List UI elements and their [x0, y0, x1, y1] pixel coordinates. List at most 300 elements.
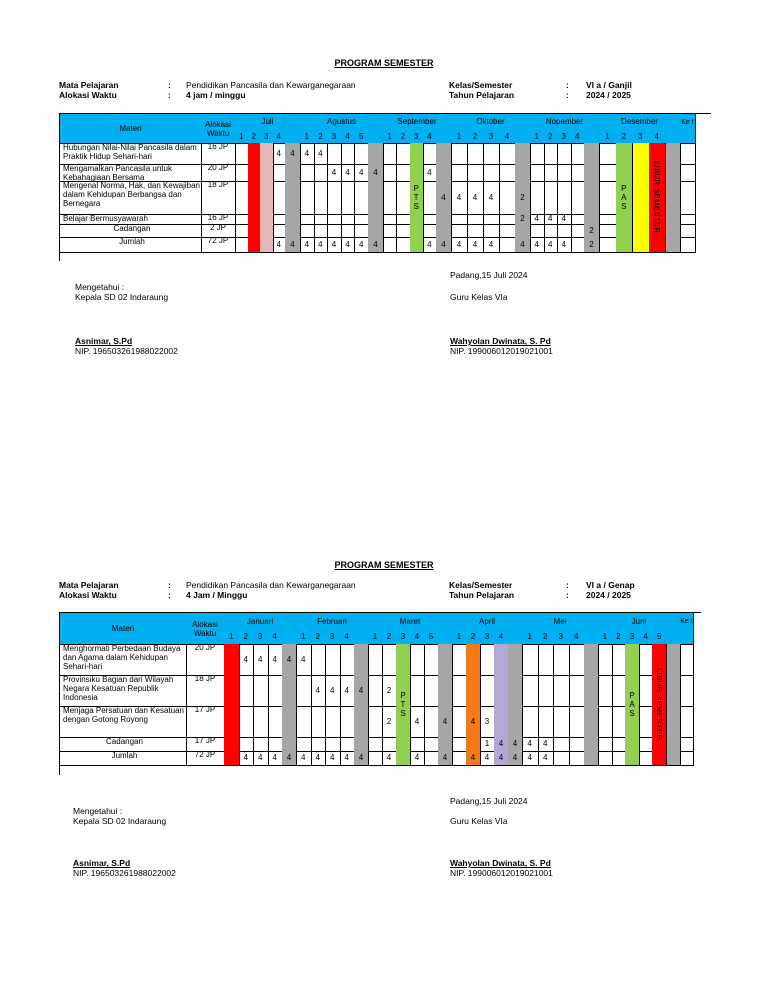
colon: : [168, 90, 171, 100]
week-cell [396, 164, 410, 182]
week-number: 1 [235, 130, 249, 144]
week-number: 4 [499, 130, 516, 144]
month-header: Mei [522, 613, 599, 631]
week-cell [632, 237, 650, 253]
week-number: 3 [483, 130, 500, 144]
week-cell [530, 181, 545, 215]
week-cell [599, 164, 617, 182]
week-cell [368, 644, 383, 676]
week-cell [239, 675, 255, 707]
week-cell [515, 164, 531, 182]
week-cell [483, 143, 500, 165]
week-cell [285, 164, 301, 182]
alokasi-cell: 16 JP [201, 143, 236, 165]
materi-cell: Jumlah [60, 237, 202, 253]
week-cell: 4 [368, 164, 384, 182]
week-cell [383, 181, 397, 215]
week-cell: 4 [480, 751, 495, 766]
guru-nip: NIP. 199006012019021001 [450, 346, 553, 356]
week-cell [436, 164, 452, 182]
page-title-sem2: PROGRAM SEMESTER [334, 560, 434, 570]
week-cell [499, 181, 516, 215]
week-cell [452, 644, 467, 676]
month-header: Desember [599, 114, 681, 131]
week-cell [483, 164, 500, 182]
week-cell [639, 751, 654, 766]
week-cell: 2 [515, 214, 531, 225]
week-cell: 4 [544, 237, 559, 253]
week-cell [296, 737, 312, 752]
week-cell [584, 143, 600, 165]
week-cell [248, 181, 262, 215]
week-cell [300, 181, 315, 215]
week-cell [354, 644, 369, 676]
week-cell [538, 706, 555, 738]
week-cell: 4 [268, 644, 284, 676]
week-cell [423, 224, 437, 238]
week-cell [224, 706, 240, 738]
guru-name: Wahyolan Dwinata, S. Pd [450, 336, 551, 346]
week-cell [282, 675, 297, 707]
week-number: 3 [480, 630, 495, 645]
week-cell [311, 706, 327, 738]
week-cell [436, 143, 452, 165]
week-cell [584, 644, 599, 676]
week-cell [396, 181, 410, 215]
materi-cell: Hubungan Nilai-Nilai Pancasila dalam Praktik Hidup Sehari-hari [60, 143, 202, 165]
colon: : [566, 580, 569, 590]
week-cell [632, 143, 650, 165]
week-cell [300, 164, 315, 182]
week-cell [224, 644, 240, 676]
week-number: 4 [649, 130, 667, 144]
week-cell [396, 237, 410, 253]
week-cell [666, 675, 681, 707]
week-cell [569, 675, 586, 707]
week-cell [480, 675, 495, 707]
week-number: 2 [616, 130, 634, 144]
materi-cell: Menjaga Persatuan dan Kesatuan dengan Gotong Royong [60, 706, 187, 738]
week-cell [383, 224, 397, 238]
week-number: 1 [368, 630, 383, 645]
week-cell [300, 224, 315, 238]
week-cell [680, 164, 696, 182]
alokasi-cell: 20 JP [201, 164, 236, 182]
week-cell: 4 [327, 237, 342, 253]
week-cell [423, 143, 437, 165]
week-cell [584, 737, 599, 752]
week-number: 3 [260, 130, 274, 144]
mapel-value: Pendidikan Pancasila dan Kewarganegaraan [186, 80, 356, 90]
week-cell [451, 143, 468, 165]
alokasi-cell: 20 JP [186, 644, 225, 676]
week-number: 4 [571, 130, 586, 144]
week-cell [368, 181, 384, 215]
week-cell: 4 [438, 706, 453, 738]
week-cell [680, 644, 694, 676]
week-cell [396, 143, 410, 165]
week-cell [296, 706, 312, 738]
materi-cell: Cadangan [60, 224, 202, 238]
week-number: 1 [296, 630, 312, 645]
week-number: 2 [466, 630, 481, 645]
week-cell [341, 143, 356, 165]
week-cell [571, 237, 586, 253]
week-cell [248, 237, 262, 253]
week-cell: 4 [557, 237, 572, 253]
week-cell [612, 706, 627, 738]
week-number: 1 [598, 630, 613, 645]
week-cell [368, 706, 383, 738]
week-cell [522, 706, 539, 738]
week-cell [665, 181, 681, 215]
alokasi-value: 4 jam / minggu [186, 90, 246, 100]
materi-cell: Mengenal Norma, Hak, dan Kewajiban dalam Kehidupan Berbangsa dan Bernegara [60, 181, 202, 215]
week-cell [544, 224, 559, 238]
week-cell [224, 675, 240, 707]
week-cell [584, 675, 599, 707]
week-cell: 2 [584, 237, 600, 253]
week-cell [680, 751, 694, 766]
week-cell: 4 [538, 751, 555, 766]
week-cell [341, 181, 356, 215]
week-cell: 4 [530, 214, 545, 225]
week-cell [665, 143, 681, 165]
week-cell [248, 224, 262, 238]
week-cell [515, 224, 531, 238]
month-header: Juli [235, 114, 301, 131]
week-cell: 2 [515, 181, 531, 215]
week-cell [467, 164, 484, 182]
kelas-value: VI a / Ganjil [586, 80, 632, 90]
week-cell [368, 143, 384, 165]
week-cell [553, 675, 570, 707]
month-header: September [383, 114, 452, 131]
week-cell [571, 164, 586, 182]
week-number: 2 [612, 630, 627, 645]
week-cell [571, 143, 586, 165]
week-cell [311, 737, 327, 752]
week-cell [557, 224, 572, 238]
week-number: 4 [410, 630, 425, 645]
week-cell [410, 644, 425, 676]
week-number: 3 [253, 630, 269, 645]
week-cell [311, 644, 327, 676]
page-title-sem1: PROGRAM SEMESTER [334, 58, 434, 68]
week-cell: 4 [438, 751, 453, 766]
colon: : [168, 80, 171, 90]
week-number: 3 [553, 630, 570, 645]
week-cell: 4 [296, 751, 312, 766]
week-cell [598, 706, 613, 738]
week-cell [612, 675, 627, 707]
week-cell [639, 737, 654, 752]
week-cell [612, 751, 627, 766]
week-cell: 4 [410, 751, 425, 766]
week-number: 3 [410, 130, 424, 144]
guru-title: Guru Kelas VIa [450, 816, 508, 826]
week-number: 2 [248, 130, 262, 144]
week-cell: 4 [311, 675, 327, 707]
alokasi-cell: 18 JP [201, 181, 236, 215]
materi-cell: Mengamalkan Pancasila untuk Kebahagiaan Bersama [60, 164, 202, 182]
week-cell [253, 706, 269, 738]
week-number: 3 [396, 630, 411, 645]
alokasi-cell: 72 JP [201, 237, 236, 253]
week-cell: 4 [508, 737, 523, 752]
week-number: 5 [354, 130, 369, 144]
week-cell: 4 [451, 237, 468, 253]
week-cell [438, 644, 453, 676]
colon: : [168, 580, 171, 590]
pts-column: P T S [410, 143, 424, 253]
month-header: Januari [224, 613, 297, 631]
week-cell [680, 675, 694, 707]
week-cell [665, 164, 681, 182]
week-cell [248, 164, 262, 182]
materi-cell: Cadangan [60, 737, 187, 752]
week-cell [499, 164, 516, 182]
week-cell [665, 224, 681, 238]
week-cell: 4 [311, 751, 327, 766]
kepala-nip: NIP. 196503261988022002 [75, 346, 178, 356]
week-cell [260, 224, 274, 238]
week-cell [340, 644, 356, 676]
week-cell: 4 [467, 181, 484, 215]
week-number: 4 [341, 130, 356, 144]
week-cell [666, 706, 681, 738]
kepala-nip: NIP. 196503261988022002 [73, 868, 176, 878]
week-cell [680, 143, 696, 165]
week-cell [557, 143, 572, 165]
week-number: 5 [652, 630, 667, 645]
week-cell [268, 706, 284, 738]
month-header: Oktober [451, 114, 531, 131]
week-cell [224, 737, 240, 752]
week-cell [553, 751, 570, 766]
week-cell: 4 [314, 143, 329, 165]
week-gap-header [354, 630, 369, 645]
week-cell [598, 675, 613, 707]
week-number: 4 [340, 630, 356, 645]
materi-cell: Menghormati Perbedaan Budaya dan Agama dalam Kehidupan Sehari-hari [60, 644, 187, 676]
week-cell [544, 164, 559, 182]
month-header: Nopember [530, 114, 600, 131]
pts-column: P T S [396, 644, 411, 766]
week-cell: 4 [354, 237, 369, 253]
week-cell [680, 224, 696, 238]
week-cell [538, 644, 555, 676]
place-date: Padang,15 Juli 2024 [450, 270, 528, 280]
week-cell: 4 [285, 237, 301, 253]
week-number: 4 [639, 630, 654, 645]
week-cell [530, 143, 545, 165]
week-cell [438, 675, 453, 707]
month-header: Juni [598, 613, 681, 631]
week-cell [599, 181, 617, 215]
mengetahui-label: Mengetahui : [73, 806, 123, 816]
column-header-alokasi: Alokasi Waktu [201, 114, 236, 144]
week-cell [452, 737, 467, 752]
week-cell: 4 [253, 751, 269, 766]
week-cell [639, 644, 654, 676]
alokasi-cell: 16 JP [201, 214, 236, 225]
libur-semester-column: LIBUR SEMESTER [652, 644, 667, 766]
week-cell [598, 644, 613, 676]
week-number: 2 [239, 630, 255, 645]
colon: : [566, 90, 569, 100]
week-cell [296, 675, 312, 707]
kepala-title: Kepala SD 02 Indaraung [73, 816, 167, 826]
week-cell [522, 675, 539, 707]
week-cell: 4 [273, 237, 287, 253]
week-gap-header [438, 630, 453, 645]
week-cell [467, 224, 484, 238]
week-cell [499, 143, 516, 165]
week-cell [224, 751, 240, 766]
week-cell [639, 706, 654, 738]
week-cell [571, 181, 586, 215]
week-cell [522, 644, 539, 676]
week-cell: 4 [538, 737, 555, 752]
week-cell [553, 737, 570, 752]
schedule-table-sem1 [59, 113, 711, 261]
week-cell [515, 143, 531, 165]
week-cell [424, 751, 439, 766]
week-cell [612, 737, 627, 752]
week-cell [396, 224, 410, 238]
week-number: 1 [599, 130, 617, 144]
week-cell [260, 164, 274, 182]
week-cell [666, 737, 681, 752]
week-number: 1 [530, 130, 545, 144]
week-cell [452, 751, 467, 766]
week-cell [325, 737, 341, 752]
week-cell [680, 237, 696, 253]
week-cell [665, 237, 681, 253]
tahun-label: Tahun Pelajaran [449, 590, 515, 600]
week-cell [584, 164, 600, 182]
week-cell [530, 164, 545, 182]
week-cell: 4 [530, 237, 545, 253]
week-number: 3 [557, 130, 572, 144]
alokasi-cell: 72 JP [186, 751, 225, 766]
column-header-materi: Materi [60, 114, 202, 144]
week-cell [467, 143, 484, 165]
materi-cell: Belajar Bermusyawarah [60, 214, 202, 225]
week-cell: 4 [253, 644, 269, 676]
week-cell [569, 644, 586, 676]
column-header-alokasi: Alokasi Waktu [186, 613, 225, 645]
week-cell: 4 [423, 237, 437, 253]
week-cell [466, 737, 481, 752]
week-cell [368, 224, 384, 238]
week-cell: 3 [480, 706, 495, 738]
week-cell [424, 675, 439, 707]
week-cell: 4 [340, 751, 356, 766]
week-cell: 4 [268, 751, 284, 766]
week-cell: 4 [282, 751, 297, 766]
week-cell [557, 181, 572, 215]
alokasi-cell: 17 JP [186, 737, 225, 752]
week-cell [680, 181, 696, 215]
week-cell: 4 [557, 214, 572, 225]
week-gap-header [515, 130, 531, 144]
week-cell: 4 [282, 644, 297, 676]
week-cell [325, 644, 341, 676]
week-cell [494, 675, 509, 707]
week-number: 2 [382, 630, 397, 645]
week-cell [424, 737, 439, 752]
kepala-name: Asnimar, S.Pd [75, 336, 133, 346]
week-cell [382, 737, 397, 752]
week-cell: 4 [327, 164, 342, 182]
week-cell [452, 706, 467, 738]
week-cell [260, 237, 274, 253]
week-cell [239, 737, 255, 752]
week-cell: 4 [515, 237, 531, 253]
week-cell [508, 706, 523, 738]
alokasi-cell: 2 JP [201, 224, 236, 238]
week-cell: 4 [340, 675, 356, 707]
week-cell [632, 164, 650, 182]
week-gap-header [584, 630, 599, 645]
week-cell [569, 737, 586, 752]
week-cell [341, 224, 356, 238]
week-cell [354, 224, 369, 238]
week-cell [569, 706, 586, 738]
week-cell: 4 [382, 751, 397, 766]
week-cell: 4 [436, 181, 452, 215]
week-cell [584, 706, 599, 738]
week-cell [598, 737, 613, 752]
pas-column: P A S [625, 644, 640, 766]
mapel-label: Mata Pelajaran [59, 580, 119, 590]
week-cell [248, 143, 262, 165]
week-cell [260, 181, 274, 215]
week-cell [632, 224, 650, 238]
mapel-label: Mata Pelajaran [59, 80, 119, 90]
week-cell [466, 675, 481, 707]
month-header: Agustus [300, 114, 384, 131]
week-number: 2 [467, 130, 484, 144]
week-cell [282, 737, 297, 752]
week-cell [410, 675, 425, 707]
week-cell: 1 [480, 737, 495, 752]
week-number: 4 [273, 130, 287, 144]
kelas-value: VI a / Genap [586, 580, 635, 590]
week-gap-header [436, 130, 452, 144]
week-cell [599, 143, 617, 165]
libur-semester-column: LIBUR SEMESTER [649, 143, 667, 253]
week-cell [680, 706, 694, 738]
week-cell [325, 706, 341, 738]
week-cell [354, 737, 369, 752]
alokasi-label: Alokasi Waktu [59, 590, 117, 600]
week-cell: 4 [522, 737, 539, 752]
tahun-value: 2024 / 2025 [586, 90, 631, 100]
week-cell [327, 143, 342, 165]
tahun-value: 2024 / 2025 [586, 590, 631, 600]
week-cell [584, 751, 599, 766]
week-cell: 4 [285, 143, 301, 165]
week-cell: 4 [483, 181, 500, 215]
week-cell: 2 [382, 706, 397, 738]
week-number: 3 [632, 130, 650, 144]
week-cell [314, 164, 329, 182]
week-cell: 4 [410, 706, 425, 738]
week-number: 2 [544, 130, 559, 144]
